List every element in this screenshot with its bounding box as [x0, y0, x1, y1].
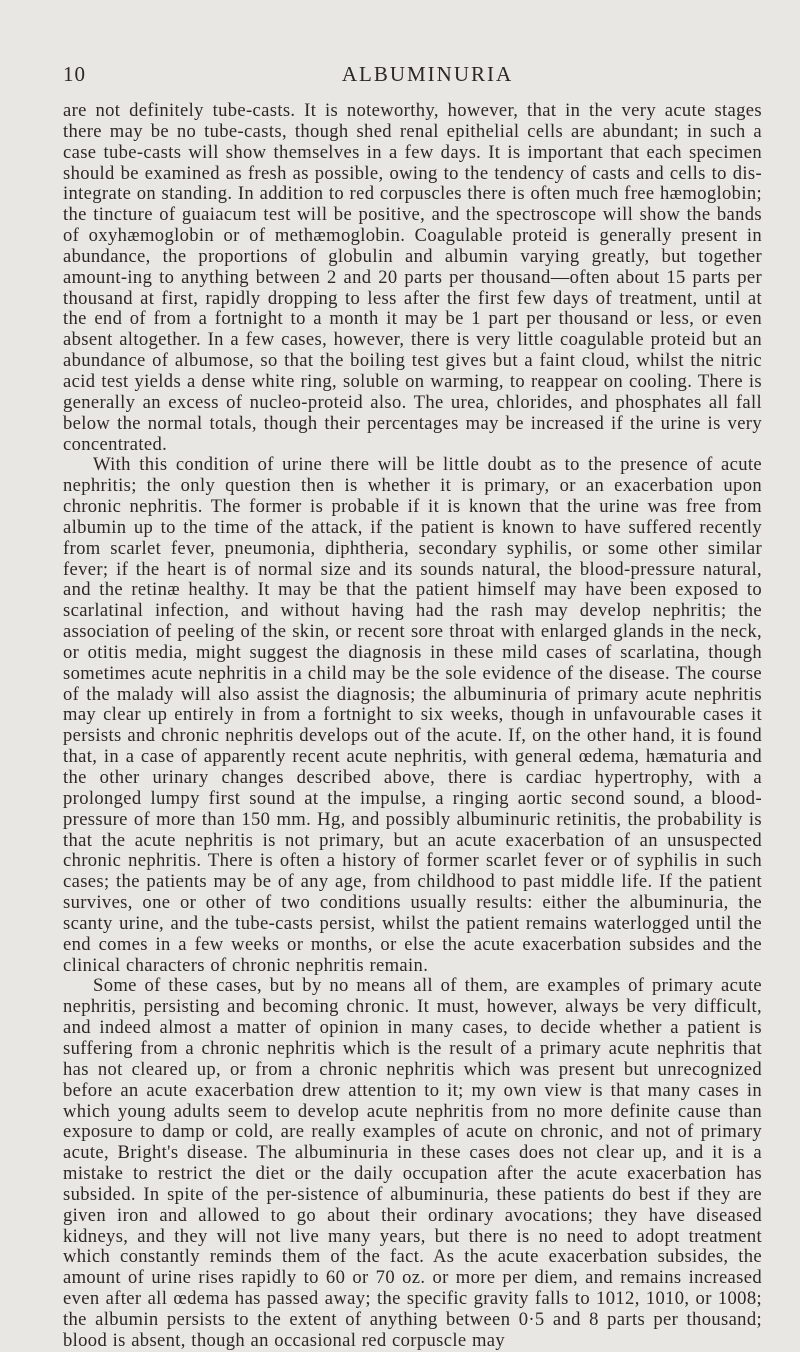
- paragraph: Some of these cases, but by no means all of them, are examples of primary acute nephritis, persisting and becoming chronic. It must, however, always be very difficult, and indeed almost a matter of opinion in many cases, to decide whether a patient is suffering from a chronic nephritis which is the result of a primary acute nephritis that has not cleared up, or from a chronic nephritis which was present but unrecognized before an acute exacerbation drew attention to it; my own view is that many cases in which young adults seem to develop acute nephritis from no more definite cause than exposure to damp or cold, are really examples of acute on chronic, and not of primary acute, Bright's disease. The albuminuria in these cases does not clear up, and it is a mistake to restrict the diet or the daily occupation after the acute exacerbation has subsided. In spite of the per-sistence of albuminuria, these patients do best if they are given iron and allowed to go about their ordinary avocations; they have diseased kidneys, and they will not live many years, but there is no need to adopt treatment which constantly reminds them of the fact. As the acute exacerbation subsides, the amount of urine rises rapidly to 60 or 70 oz. or more per diem, and remains increased even after all œdema has passed away; the specific gravity falls to 1012, 1010, or 1008; the albumin persists to the extent of anything between 0·5 and 8 parts per thousand; blood is absent, though an occasional red corpuscle may: [63, 975, 762, 1351]
- paragraph-continued: are not definitely tube-casts. It is noteworthy, however, that in the very acute stages there may be no tube-casts, though shed renal epithelial cells are abundant; in such a case tube-casts will show themselves in a few days. It is important that each specimen should be examined as fresh as possible, owing to the tendency of casts and cells to dis-integrate on standing. In addition to red corpuscles there is often much free hæmoglobin; the tincture of guaiacum test will be positive, and the spectroscope will show the bands of oxyhæmoglobin or of methæmoglobin. Coagulable proteid is generally present in abundance, the proportions of globulin and albumin varying greatly, but together amount-ing to anything between 2 and 20 parts per thousand—often about 15 parts per thousand at first, rapidly dropping to less after the first few days of treatment, until at the end of from a fortnight to a month it may be 1 part per thousand or less, or even absent altogether. In a few cases, however, there is very little coagulable proteid but an abundance of albumose, so that the boiling test gives but a faint cloud, whilst the nitric acid test yields a dense white ring, soluble on warming, to reappear on cooling. There is generally an excess of nucleo-proteid also. The urea, chlorides, and phosphates all fall below the normal totals, though their percentages may be increased if the urine is very concentrated.: [63, 100, 762, 455]
- paragraph: With this condition of urine there will be little doubt as to the presence of acute nephritis; the only question then is whether it is primary, or an exacerbation upon chronic nephritis. The former is probable if it is known that the urine was free from albumin up to the time of the attack, if the patient is known to have suffered recently from scarlet fever, pneumonia, diphtheria, secondary syphilis, or some other similar fever; if the heart is of normal size and its sounds natural, the blood-pressure natural, and the retinæ healthy. It may be that the patient himself may have been exposed to scarlatinal infection, and without having had the rash may develop nephritis; the association of peeling of the skin, or recent sore throat with enlarged glands in the neck, or otitis media, might suggest the diagnosis in these mild cases of scarlatina, though sometimes acute nephritis in a child may be the sole evidence of the disease. The course of the malady will also assist the diagnosis; the albuminuria of primary acute nephritis may clear up entirely in from a fortnight to six weeks, though in unfavourable cases it persists and chronic nephritis develops out of the acute. If, on the other hand, it is found that, in a case of apparently recent acute nephritis, with general œdema, hæmaturia and the other urinary changes described above, there is cardiac hypertrophy, with a prolonged lumpy first sound at the impulse, a ringing aortic second sound, a blood-pressure of more than 150 mm. Hg, and possibly albuminuric retinitis, the probability is that the acute nephritis is not primary, but an acute exacerbation of an unsuspected chronic nephritis. There is often a history of former scarlet fever or of syphilis in such cases; the patients may be of any age, from childhood to past middle life. If the patient survives, one or other of two conditions usually results: either the albuminuria, the scanty urine, and the tube-casts persist, whilst the patient remains waterlogged until the end comes in a few weeks or months, or else the acute exacerbation subsides and the clinical characters of chronic nephritis remain.: [63, 454, 762, 976]
- page-header: [63, 62, 762, 88]
- page-number: 10: [63, 62, 86, 86]
- body-text: [63, 101, 762, 1352]
- running-title: ALBUMINURIA: [341, 62, 514, 86]
